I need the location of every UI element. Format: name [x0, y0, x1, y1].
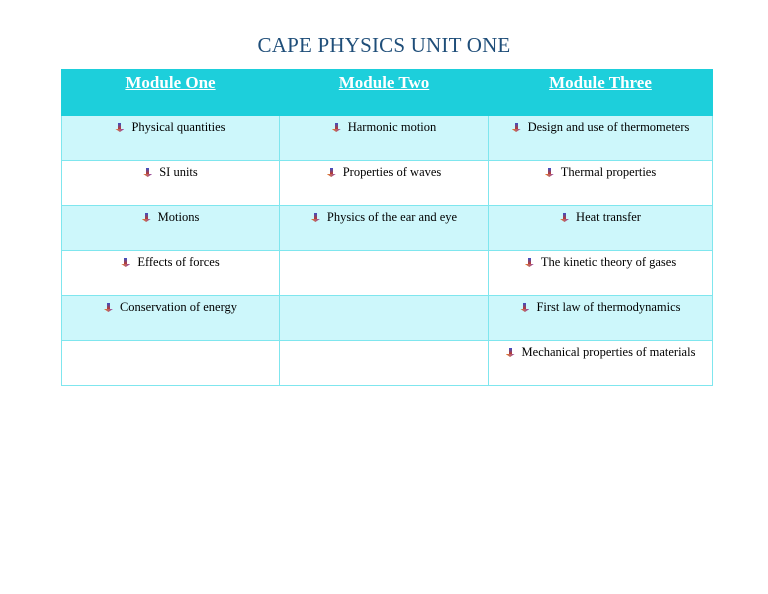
arrow-bullet-icon	[115, 123, 124, 132]
table-row	[62, 206, 713, 251]
topic-label: Mechanical properties of materials	[521, 345, 696, 359]
topic-label: Thermal properties	[560, 165, 657, 179]
topic-label: Harmonic motion	[347, 120, 437, 134]
table-cell	[489, 341, 713, 386]
topic-label: Physical quantities	[131, 120, 226, 134]
table-cell	[280, 341, 489, 386]
arrow-bullet-icon	[545, 168, 554, 177]
table-cell	[62, 296, 280, 341]
arrow-bullet-icon	[520, 303, 529, 312]
topic-label: SI units	[159, 165, 198, 179]
topic-label: Properties of waves	[342, 165, 442, 179]
table-row	[62, 251, 713, 296]
table-cell	[280, 251, 489, 296]
topic-label: Conservation of energy	[119, 300, 238, 314]
topic-label: Physics of the ear and eye	[326, 210, 458, 224]
table-row	[62, 341, 713, 386]
table-cell	[280, 296, 489, 341]
arrow-bullet-icon	[525, 258, 534, 267]
arrow-bullet-icon	[121, 258, 130, 267]
table-cell	[489, 251, 713, 296]
table-cell	[62, 341, 280, 386]
table-cell	[489, 206, 713, 251]
arrow-bullet-icon	[143, 168, 152, 177]
header-module-two: Module Two	[280, 70, 489, 116]
page-title: CAPE PHYSICS UNIT ONE	[257, 33, 511, 57]
table-row	[62, 296, 713, 341]
arrow-bullet-icon	[142, 213, 151, 222]
table-cell	[62, 116, 280, 161]
topic-label: Design and use of thermometers	[527, 120, 690, 134]
topic-label: Motions	[157, 210, 200, 224]
topic-label: The kinetic theory of gases	[540, 255, 677, 269]
arrow-bullet-icon	[332, 123, 341, 132]
arrow-bullet-icon	[104, 303, 113, 312]
topic-label: First law of thermodynamics	[536, 300, 681, 314]
table-row	[62, 116, 713, 161]
table-cell	[489, 296, 713, 341]
table-cell	[489, 116, 713, 161]
header-module-three: Module Three	[489, 70, 713, 116]
arrow-bullet-icon	[512, 123, 521, 132]
modules-table	[61, 69, 713, 386]
header-module-one: Module One	[62, 70, 280, 116]
topic-label: Heat transfer	[576, 210, 641, 224]
arrow-bullet-icon	[311, 213, 320, 222]
table-row	[62, 161, 713, 206]
table-cell	[62, 161, 280, 206]
table-cell	[489, 161, 713, 206]
topic-label: Effects of forces	[137, 255, 220, 269]
table-cell	[280, 161, 489, 206]
arrow-bullet-icon	[560, 213, 569, 222]
table-cell	[280, 206, 489, 251]
table-cell	[62, 251, 280, 296]
table-cell	[280, 116, 489, 161]
arrow-bullet-icon	[327, 168, 336, 177]
arrow-bullet-icon	[506, 348, 515, 357]
header-row	[62, 70, 713, 116]
table-cell	[62, 206, 280, 251]
